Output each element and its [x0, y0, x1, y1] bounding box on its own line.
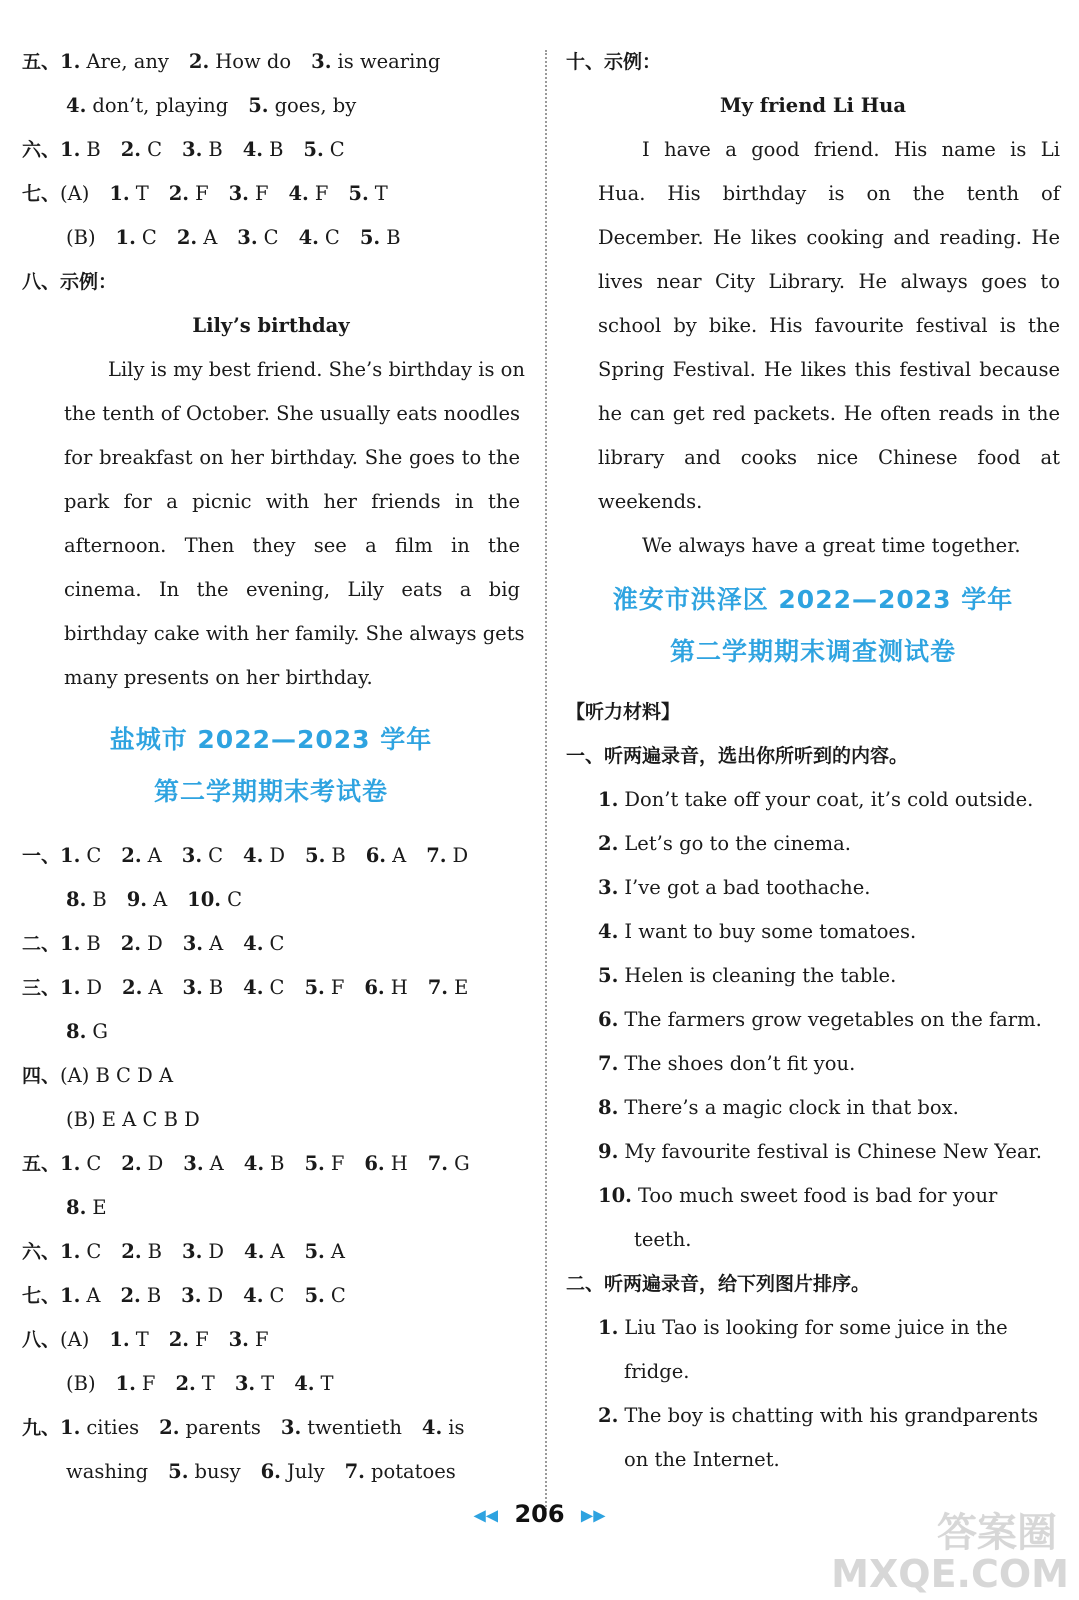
item-number: 9. [126, 888, 148, 911]
item-number: 1. [109, 182, 130, 205]
item-number: 3. [280, 1416, 302, 1439]
part-label: (B) [66, 1372, 96, 1395]
answer-text: (B) E A C B D [66, 1108, 200, 1131]
answer-line [22, 1362, 520, 1406]
item-number: 2. [120, 932, 142, 955]
part-label: (B) [66, 226, 96, 249]
answer-value: T [201, 1372, 215, 1395]
item-number: 3. [228, 182, 249, 205]
answer-value: C [86, 844, 102, 867]
answer-line [22, 1010, 520, 1054]
answer-line [22, 84, 520, 128]
item-number: 2. [121, 1152, 142, 1175]
item-number: 5. [348, 182, 369, 205]
listening-item [566, 954, 1060, 998]
essay-line: for breakfast on her birthday. She goes to the [64, 446, 520, 469]
answer-value: T [261, 1372, 275, 1395]
essay-line: Spring Festival. He likes this festival because [598, 358, 1060, 381]
item-text: There’s a magic clock in that box. [624, 1096, 959, 1119]
answer-line [22, 128, 520, 172]
answer-value: T [320, 1372, 334, 1395]
answer-line [22, 216, 520, 260]
answer-line [22, 1274, 520, 1318]
page-number: 206 [514, 1500, 565, 1528]
item-number: 7. [598, 1052, 619, 1075]
item-text: I’ve got a bad toothache. [624, 876, 871, 899]
item-text: Too much sweet food is bad for your [637, 1184, 998, 1207]
essay-line: library and cooks nice Chinese food at [598, 446, 1060, 469]
question-number: 五、 [22, 1153, 61, 1175]
answer-value: D [147, 932, 163, 955]
essay-line: Hua. His birthday is on the tenth of [598, 182, 1060, 205]
listening-item [566, 1394, 1060, 1438]
item-number: 1. [60, 50, 81, 73]
item-number: 3. [183, 1152, 204, 1175]
item-number: 2. [598, 1404, 619, 1427]
question-number: 一、 [22, 845, 61, 867]
item-number: 1. [60, 1416, 81, 1439]
answer-value: C [329, 138, 345, 161]
answer-value: T [374, 182, 388, 205]
item-number: 4. [243, 1152, 265, 1175]
answer-value: D [269, 844, 286, 867]
answer-value: C [263, 226, 279, 249]
listening-item-cont: teeth. [634, 1228, 692, 1251]
item-number: 2. [120, 138, 142, 161]
item-number: 5. [248, 94, 269, 117]
essay-line: birthday cake with her family. She always gets [64, 622, 525, 645]
answer-value: F [195, 1328, 209, 1351]
listening-item [566, 998, 1060, 1042]
answer-value: D [452, 844, 469, 867]
answer-text: washing [66, 1460, 149, 1483]
item-number: 6. [365, 844, 387, 867]
item-number: 5. [168, 1460, 189, 1483]
essay-title: My friend Li Hua [720, 94, 906, 117]
item-text: Don’t take off your coat, it’s cold outside. [624, 788, 1034, 811]
answer-value: T [135, 182, 149, 205]
essay-body [566, 128, 1060, 568]
item-number: 5. [598, 964, 619, 987]
answer-value: A [330, 1240, 345, 1263]
essay-line: he can get red packets. He often reads in the [598, 402, 1060, 425]
item-number: 4. [66, 94, 87, 117]
right-column [566, 40, 1060, 1482]
item-number: 4. [288, 182, 309, 205]
item-number: 9. [598, 1140, 619, 1163]
answer-value: is wearing [337, 50, 441, 73]
item-text: My favourite festival is Chinese New Year. [624, 1140, 1042, 1163]
answer-value: goes, by [274, 94, 357, 117]
essay-line: cinema. In the evening, Lily eats a big [64, 578, 520, 601]
item-number: 5. [305, 844, 326, 867]
listening-item-cont: fridge. [624, 1360, 690, 1383]
item-number: 2. [176, 226, 198, 249]
answer-line [22, 1230, 520, 1274]
item-number: 5. [304, 1284, 325, 1307]
item-number: 2. [121, 1240, 142, 1263]
item-number: 2. [159, 1416, 180, 1439]
essay-line: We always have a great time together. [642, 534, 1021, 557]
item-number: 2. [168, 182, 190, 205]
essay-line: Lily is my best friend. She’s birthday is on [108, 358, 525, 381]
item-text: The shoes don’t fit you. [624, 1052, 856, 1075]
item-text: Let’s go to the cinema. [624, 832, 851, 855]
exam-title: 淮安市洪泽区 2022—2023 学年 [612, 585, 1014, 614]
item-text: Helen is cleaning the table. [624, 964, 897, 987]
part-label: (A) [60, 1328, 90, 1351]
answer-value: G [92, 1020, 108, 1043]
item-number: 6. [260, 1460, 281, 1483]
item-number: 3. [598, 876, 619, 899]
listening-list [566, 778, 1060, 1262]
answer-value: is [448, 1416, 465, 1439]
item-number: 1. [60, 1240, 81, 1263]
question-number: 七、 [22, 1285, 61, 1307]
item-text: Liu Tao is looking for some juice in the [624, 1316, 1008, 1339]
item-number: 3. [228, 1328, 249, 1351]
answer-value: C [269, 932, 285, 955]
listening-item [566, 778, 1060, 822]
item-number: 5. [304, 1152, 325, 1175]
answer-value: D [86, 976, 103, 999]
item-number: 3. [181, 1284, 202, 1307]
answer-value: H [390, 1152, 408, 1175]
answer-value: don’t, playing [92, 94, 229, 117]
answer-value: B [147, 1240, 162, 1263]
answer-value: A [86, 1284, 101, 1307]
answer-value: D [207, 1284, 224, 1307]
item-number: 4. [243, 932, 264, 955]
essay-line: lives near City Library. He always goes to [598, 270, 1060, 293]
item-number: 2. [168, 1328, 190, 1351]
answer-value: C [227, 888, 243, 911]
question-number: 五、 [22, 51, 61, 73]
item-number: 7. [427, 1152, 449, 1175]
answer-value: E [454, 976, 469, 999]
listening-item [566, 866, 1060, 910]
item-number: 4. [294, 1372, 315, 1395]
item-number: 4. [598, 920, 619, 943]
answer-line [22, 922, 520, 966]
answer-value: F [330, 1152, 345, 1175]
answer-line [22, 1054, 520, 1098]
answer-value: F [195, 182, 209, 205]
answer-value: A [209, 932, 224, 955]
answer-line [22, 1318, 520, 1362]
item-number: 2. [120, 1284, 141, 1307]
answer-value: F [254, 182, 269, 205]
item-number: 3. [234, 1372, 256, 1395]
item-number: 1. [598, 788, 619, 811]
question-number: 九、 [22, 1417, 61, 1439]
listening-item [566, 1130, 1060, 1174]
item-number: 1. [60, 932, 81, 955]
answer-value: F [254, 1328, 269, 1351]
listening-item-cont: on the Internet. [624, 1448, 780, 1471]
answer-line [22, 834, 520, 878]
section-heading: 二、听两遍录音，给下列图片排序。 [566, 1273, 871, 1295]
answer-value: B [146, 1284, 162, 1307]
answer-value: C [324, 226, 340, 249]
item-number: 1. [60, 844, 81, 867]
item-number: 4. [243, 1284, 264, 1307]
section-heading: 十、示例： [566, 51, 662, 73]
answer-value: C [208, 844, 224, 867]
question-number: 三、 [22, 977, 61, 999]
essay-line: park for a picnic with her friends in the [64, 490, 520, 513]
item-number: 3. [182, 932, 204, 955]
answer-line [22, 878, 520, 922]
item-text: The boy is chatting with his grandparents [624, 1404, 1039, 1427]
next-arrow-icon: ▶▶ [580, 1505, 606, 1525]
essay-line: school by bike. His favourite festival is the [598, 314, 1060, 337]
item-number: 1. [115, 226, 136, 249]
listening-item [566, 1306, 1060, 1350]
answer-value: B [86, 932, 101, 955]
item-number: 7. [344, 1460, 365, 1483]
question-number: 六、 [22, 1241, 61, 1263]
essay-line: many presents on her birthday. [64, 666, 373, 689]
essay-line: the tenth of October. She usually eats noodles [64, 402, 520, 425]
answer-value: C [86, 1152, 102, 1175]
answer-value: How do [215, 50, 292, 73]
item-number: 3. [181, 844, 203, 867]
answer-line [22, 40, 520, 84]
answer-value: B [331, 844, 346, 867]
item-number: 3. [311, 50, 332, 73]
answer-value: C [269, 976, 285, 999]
item-number: 1. [115, 1372, 136, 1395]
item-text: I want to buy some tomatoes. [624, 920, 917, 943]
answer-line [22, 1098, 520, 1142]
answer-value: Are, any [86, 50, 169, 73]
answer-value: July [286, 1460, 325, 1483]
answer-value: twentieth [307, 1416, 402, 1439]
item-number: 8. [66, 1196, 87, 1219]
item-number: 8. [66, 1020, 87, 1043]
item-number: 3. [182, 138, 203, 161]
answer-value: T [135, 1328, 149, 1351]
item-number: 8. [598, 1096, 619, 1119]
answer-value: F [330, 976, 345, 999]
item-number: 10. [187, 888, 222, 911]
answer-value: D [208, 1240, 224, 1263]
answer-line [22, 1406, 520, 1450]
left-column [22, 40, 525, 1494]
item-number: 2. [122, 976, 143, 999]
answer-value: B [270, 1152, 285, 1175]
item-number: 1. [598, 1316, 619, 1339]
item-number: 4. [244, 1240, 265, 1263]
item-text: The farmers grow vegetables on the farm. [624, 1008, 1042, 1031]
question-number: 八、 [22, 1329, 61, 1351]
item-number: 1. [60, 976, 81, 999]
listening-item [566, 1086, 1060, 1130]
answer-line [22, 1450, 520, 1494]
answer-value: potatoes [370, 1460, 456, 1483]
listening-label: 【听力材料】 [566, 701, 681, 723]
item-number: 6. [598, 1008, 619, 1031]
item-number: 1. [60, 138, 81, 161]
part-label: (A) [60, 182, 90, 205]
item-number: 7. [427, 976, 449, 999]
answer-value: B [208, 138, 223, 161]
item-number: 2. [188, 50, 210, 73]
item-number: 1. [109, 1328, 130, 1351]
question-number: 六、 [22, 139, 61, 161]
answer-value: F [314, 182, 329, 205]
listening-item [566, 1174, 1060, 1218]
answer-value: G [454, 1152, 470, 1175]
answer-value: A [153, 888, 168, 911]
answer-value: C [330, 1284, 346, 1307]
item-number: 10. [598, 1184, 632, 1207]
item-number: 4. [298, 226, 319, 249]
item-number: 3. [237, 226, 258, 249]
answer-value: A [209, 1152, 224, 1175]
page-footer [0, 1500, 1079, 1528]
item-number: 2. [175, 1372, 196, 1395]
item-number: 4. [242, 138, 264, 161]
item-number: 7. [426, 844, 447, 867]
item-number: 3. [182, 1240, 203, 1263]
answer-value: parents [185, 1416, 261, 1439]
answer-value: B [269, 138, 284, 161]
listening-item [566, 1042, 1060, 1086]
listening-list [566, 1306, 1060, 1482]
essay-line: December. He likes cooking and reading. He [598, 226, 1060, 249]
listening-item [566, 910, 1060, 954]
answer-value: E [92, 1196, 107, 1219]
answer-value: busy [194, 1460, 241, 1483]
watermark-text: MXQE.COM [831, 1552, 1069, 1596]
item-number: 8. [66, 888, 87, 911]
answer-value: B [86, 138, 101, 161]
answer-value: A [392, 844, 407, 867]
exam-subtitle: 第二学期期末调查测试卷 [669, 637, 956, 666]
item-number: 6. [364, 1152, 385, 1175]
essay-title: Lily’s birthday [192, 314, 350, 337]
answer-value: D [147, 1152, 164, 1175]
item-number: 1. [60, 1284, 81, 1307]
section-heading: 一、听两遍录音，选出你所听到的内容。 [566, 745, 909, 767]
listening-item [566, 822, 1060, 866]
answer-line [22, 966, 520, 1010]
item-number: 5. [304, 976, 325, 999]
question-number: 四、 [22, 1065, 61, 1087]
answer-value: cities [86, 1416, 140, 1439]
item-number: 3. [182, 976, 203, 999]
item-number: 5. [304, 1240, 325, 1263]
answer-value: A [148, 976, 163, 999]
question-number: 二、 [22, 933, 61, 955]
answer-text: (A) B C D A [60, 1064, 174, 1087]
answer-value: C [141, 226, 157, 249]
item-number: 5. [359, 226, 381, 249]
answer-value: F [141, 1372, 156, 1395]
item-number: 4. [243, 844, 264, 867]
answer-value: B [92, 888, 107, 911]
exam-subtitle: 第二学期期末考试卷 [153, 777, 388, 806]
prev-arrow-icon: ◀◀ [473, 1505, 499, 1525]
answer-value: A [147, 844, 162, 867]
answer-value: C [86, 1240, 102, 1263]
item-number: 4. [243, 976, 264, 999]
essay-line: I have a good friend. His name is Li [642, 138, 1060, 161]
essay-line: afternoon. Then they see a film in the [64, 534, 520, 557]
exam-title: 盐城市 2022—2023 学年 [109, 725, 433, 754]
essay-body [22, 348, 525, 700]
question-number: 七、 [22, 183, 61, 205]
answer-value: H [390, 976, 408, 999]
item-number: 1. [60, 1152, 81, 1175]
item-number: 2. [598, 832, 619, 855]
answer-value: C [147, 138, 162, 161]
item-number: 4. [421, 1416, 443, 1439]
column-divider [545, 50, 547, 1510]
section-heading: 八、示例： [22, 271, 118, 293]
answer-value: B [386, 226, 401, 249]
answer-value: C [269, 1284, 285, 1307]
item-number: 6. [364, 976, 385, 999]
answer-line [22, 1186, 520, 1230]
answer-line [22, 172, 520, 216]
item-number: 5. [303, 138, 324, 161]
answer-value: A [270, 1240, 285, 1263]
answer-value: B [208, 976, 224, 999]
essay-line: weekends. [598, 490, 703, 513]
item-number: 2. [121, 844, 142, 867]
answer-value: A [203, 226, 218, 249]
watermark-logo: 答案圈 [937, 1510, 1057, 1556]
answer-line [22, 1142, 520, 1186]
